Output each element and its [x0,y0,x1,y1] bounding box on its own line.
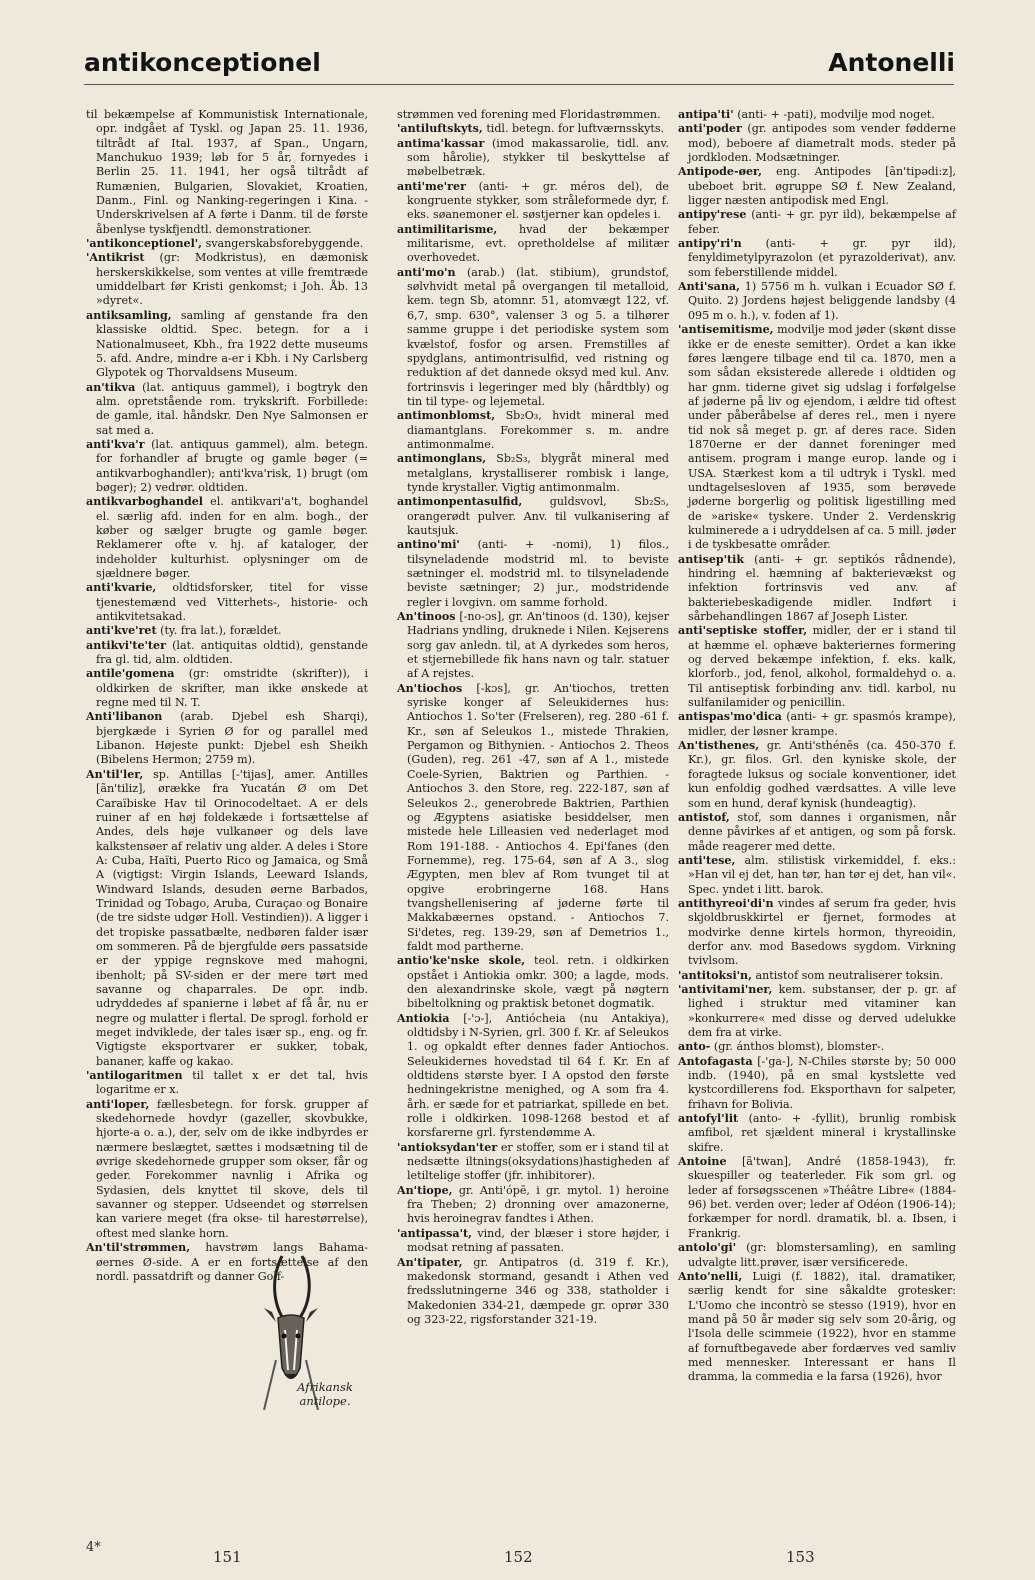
entry-text: fællesbetegn. for forsk. grupper af skedehornede hovdyr (gazeller, skovbukke, hjorte-a o. a.), der, selv om de ikke indbyrdes er nærmere beslægtet, sættes i modsætning til de øvrige skedehornede grupper som okser, får og geder. Forekommer navnlig i Afrika og Sydasien, dels knyttet til skove, dels til savanner og stepper. Udseendet og størrelsen kan variere meget (fra okse- til harestørrelse), oftest med slanke horn. [96,1097,368,1240]
headword: anti'poder [678,122,742,136]
entry-text: vindes af serum fra geder, hvis skjoldbruskkirtel er fjernet, formodes at modvirke denne kirtels hormon, thyreoidin, derfor anv. mod Basedows sygdom. Virkning tvivlsom. [688,896,956,968]
headword: An'til'ler, [86,767,144,781]
headword: antio'ke'nske skole, [397,954,526,968]
dictionary-entry [397,122,669,136]
entry-text: (lat. antiquus gammel), alm. betegn. for forhandler af brugte og gamle bøger (= antikvarboghandler); anti'kva'risk, 1) brugt (om bøger); 2) vedrør. oldtiden. [96,437,368,494]
dictionary-entry [397,1141,669,1184]
entry-text: modvilje mod jøder (skønt disse ikke er de eneste semitter). Ordet a kan ikke føres længere tilbage end til ca. 1870, men a som sådan eksisterede allerede i oldtiden og har gnm. tiderne givet sig udslag i forfølgelse af jøderne på liv og ejendom, i ældre tid oftest under påberåbelse af deres rel., men i nyere tid nok så meget p. gr. af deres race. Siden 1870erne er der dannet foreninger med antisem. program i mange europ. lande og i USA. Stærkest kom a til udtryk i Tyskl. med undtagelsesloven af 1935, som berøvede jøderne borgerlig og politisk ligestilling med de »ariske« tyskere. Under 2. Verdenskrig kulminerede a i udryddelsen af ca. 5 mill. jøder i de tyskbesatte områder. [688,323,956,552]
dictionary-entry [86,639,368,668]
running-head-left: antikonceptionel [84,48,321,77]
entry-text: [-'ɔ-], Antiócheia (nu Antakiya), oldtidsby i N-Syrien, grl. 300 f. Kr. af Seleukos 1. og opkaldt efter dennes fader Antiochos. Seleukidernes hovedstad til 64 f. Kr. En af oldtidens største byer. I A opstod den første hedningekristne menighed, og A som fra 4. årh. er sæde for et patriarkat, spillede en bet. rolle i oldkirken. 1098-1268 bestod et af korsfarerne grl. fyrstendømme A. [407,1011,669,1140]
dictionary-entry [86,710,368,767]
dictionary-entry [678,624,956,710]
entry-text: samling af genstande fra den klassiske oldtid. Spec. betegn. for a i Nationalmuseet, Kbh., fra 1922 dette museums 5. afd. Andre, mindre a-er i Kbh. i Ny Carlsberg Glypotek og Thorvaldsens Museum. [96,308,368,380]
dictionary-entry [678,208,956,237]
headword: anti'kvarie, [86,581,157,595]
headword: An'tiope, [397,1183,453,1197]
dictionary-entry [678,165,956,208]
dictionary-entry [86,768,368,1069]
entry-text: (lat. antiquitas oldtid), genstande fra gl. tid, alm. oldtiden. [96,638,368,667]
entry-text: (anti- + gr. méros del), de kongruente stykker, som stråleformede dyr, f. eks. søanemoner el. søstjerner kan opdeles i. [407,179,669,222]
dictionary-entry [397,954,669,1011]
entry-text: (anti- + -nomi), 1) filos., tilsyneladende modstrid ml. to beviste sætninger el. modstrid ml. to tilsyneladende beviste sætninger; 2) jur., modstridende regler i lovgivn. om samme forhold. [407,538,669,609]
dictionary-entry [678,1040,956,1054]
headword: 'antioksydan'ter [397,1140,498,1154]
headword: Anti'sana, [678,280,740,294]
headword: anti'mo'n [397,265,456,279]
page-number-151: 151 [213,1548,242,1566]
entry-text: guldsvovl, Sb₂S₅, orangerødt pulver. Anv. til vulkanisering af kautsjuk. [407,495,669,537]
dictionary-entry [678,710,956,739]
headword: antikvi'te'ter [86,638,166,652]
dictionary-entry [86,251,368,308]
dictionary-entry [397,223,669,266]
entry-text: el. antikvari'a't, boghandel el. særlig afd. inden for en alm. bogh., der køber og sælger brugte og gamle bøger. Reklamerer ofte v. hj. af kataloger, der indeholder kulturhist. oplysninger om de sjældnere bøger. [96,495,368,580]
headword: 'Antikrist [86,251,145,265]
entry-text: eng. Antipodes [ãn'tipədi:z], ubeboet brit. øgruppe SØ f. New Zealand, ligger næsten antipodisk med Engl. [688,165,956,208]
headword: Antoine [678,1155,727,1169]
page-number-152: 152 [504,1548,533,1566]
headword: antipa'ti' [678,108,734,121]
headword: 'antivitami'ner, [678,982,773,996]
headword: An'til'strømmen, [86,1241,191,1255]
entry-text: kem. substanser, der p. gr. af lighed i struktur med vitaminer kan »konkurrere« med disse og derved udelukke dem fra at virke. [688,982,956,1039]
signature-mark: 4* [86,1540,101,1555]
entry-text: (anti- + -pati), modvilje mod noget. [737,108,935,121]
headword: antimonglans, [397,452,487,466]
entry-text: sp. Antillas [-'tijas], amer. Antilles [ãn'tiliz], ørække fra Yucatán Ø om Det Caraïbiske Hav til Orinocodeltaet. A er dels ruiner af en høj foldekæde i fortsættelse af Andes, dels høje vulkanøer og dels lave kalkstensøer af relativ ung alder. A deles i Store A: Cuba, Haïti, Puerto Rico og Jamaica, og Små A (vigtigst: Virgin Islands, Leeward Islands, Windward Islands, desuden øerne Barbados, Trinidad og Tobago, Aruba, Curaçao og Bonaire (de tre sidste udgør Holl. Vestindien)). A ligger i det tropiske passatbælte, nedbøren falder især om sommeren. På de bjergfulde øers passatside er der yppige regnskove med mahogni, ibenholt; på SV-siden er der mere tørt med savanne og chaparrales. De opr. indb. udryddedes af spanierne i løbet af få år, nu er negre og mulatter i flertal. De sprogl. forhold er meget indviklede, der tales især sp., eng. og fr. Vigtigste eksportvarer er sukker, tobak, bananer, kaffe og kakao. [96,767,368,1068]
header-rule [84,84,954,85]
dictionary-entry [86,581,368,624]
dictionary-entry [86,667,368,710]
dictionary-entry [678,1270,956,1385]
entry-text: gr. Anti'sthénēs (ca. 450-370 f. Kr.), gr. filos. Grl. den kyniske skole, der foragtede luksus og sociale konventioner, idet kun enfoldig godhed værdsattes. A ville leve som en hund, deraf kynisk (hundeagtig). [688,739,956,810]
dictionary-entry [86,237,368,251]
entry-text: (ty. fra lat.), forældet. [160,624,282,638]
entry-text: (anti- + gr. spasmós krampe), midler, der løsner krampe. [688,710,956,738]
entry-text: [-no-ɔs], gr. An'tinoos (d. 130), kejser Hadrians yndling, druknede i Nilen. Kejserens sorg gav anledn. til, at A dyrkedes som heros, et stjernebillede fik hans navn og talr. statuer af A rejstes. [407,610,669,681]
headword: anto- [678,1040,711,1054]
column-3 [678,108,956,1385]
dictionary-entry [678,854,956,897]
headword: 'antiluftskyts, [397,122,483,136]
dictionary-entry [678,1055,956,1112]
dictionary-entry [397,610,669,682]
dictionary-entry [397,1184,669,1227]
column-2 [397,108,669,1327]
entry-text: teol. retn. i oldkirken opstået i Antiokia omkr. 300; a lagde, mods. den alexandrinske skole, vægt på nøgtern bibeltolkning og praktisk betonet dogmatik. [407,954,669,1011]
dictionary-entry [397,1256,669,1328]
dictionary-entry [397,1012,669,1141]
dictionary-entry [86,495,368,581]
entry-text: Sb₂O₃, hvidt mineral med diamantglans. Forekommer s. m. andre antimonmalme. [407,409,669,451]
dictionary-entry [678,237,956,280]
dictionary-entry [678,1241,956,1270]
entry-text: gr. Anti'ópē, i gr. mytol. 1) heroine fra Theben; 2) dronning over amazonerne, hvis heroinegrav fandtes i Athen. [407,1183,669,1226]
dictionary-entry [397,452,669,495]
dictionary-entry [678,969,956,983]
headword: antispas'mo'dica [678,710,782,724]
entry-text: tidl. betegn. for luftværnsskyts. [486,122,665,136]
dictionary-entry [397,538,669,610]
dictionary-entry [678,983,956,1040]
headword: anti'loper, [86,1097,150,1111]
entry-text: til bekæmpelse af Kommunistisk Internationale, opr. indgået af Tyskl. og Japan 25. 11. 1936, tiltrådt af Ital. 1937, af Span., Ungarn, Manchukuo 1939; løb for 5 år, fornyedes i Berlin 25. 11. 1941, her også tiltrådt af Rumænien, Bulgarien, Slovakiet, Kroatien, Danm., Finl. og Nanking-regeringen i Kina. - Underskrivelsen af A førte i Danm. til de første åbenlyse tyskfjendtl. demonstrationer. [86,108,368,236]
dictionary-entry [678,323,956,553]
dictionary-entry [397,137,669,180]
headword: An'tipater, [397,1255,463,1269]
headword: antisep'tik [678,552,745,566]
column-1 [86,108,368,1284]
headword: anti'kva'r [86,437,145,451]
headword: antile'gomena [86,667,175,681]
entry-text: (arab.) (lat. stibium), grundstof, sølvhvidt metal på overgangen til metalloid, kem. tegn Sb, atomnr. 51, atomvægt 122, vf. 6,7, smp. 630°, valenser 3 og 5. a tilhører samme gruppe i det periodiske system som kvælstof, fosfor og arsen. Fremstilles af spydglans, antimontrisulfid, ved ristning og reduktion af det dannede oksyd med kul. Anv. fortrinsvis i legeringer med bly (hårdtbly) og tin til type- og lejemetal. [407,265,669,408]
headword: 'antilogaritmen [86,1069,183,1083]
dictionary-entry [678,739,956,811]
dictionary-entry [86,309,368,381]
dictionary-entry [678,811,956,854]
headword: Antiokia [397,1011,450,1025]
headword: antikvarboghandel [86,495,204,509]
dictionary-entry [678,122,956,165]
entry-text: vind, der blæser i store højder, i modsat retning af passaten. [407,1226,669,1255]
headword: anti'kve'ret [86,624,157,638]
headword: Anto'nelli, [678,1269,743,1283]
dictionary-entry [397,266,669,409]
headword: 'antipassa't, [397,1226,472,1240]
entry-text: (imod makassarolie, tidl. anv. som hårolie), stykker til beskyttelse af møbelbetræk. [407,136,669,179]
headword: antiksamling, [86,308,172,322]
entry-text: (gr. antipodes som vender fødderne mod), beboere af diametralt mods. steder på jordkloden. Modsætninger. [688,122,956,165]
dictionary-entry [678,280,956,323]
headword: antima'kassar [397,136,485,150]
headword: anti'me'rer [397,179,466,193]
running-head-right: Antonelli [828,48,955,77]
entry-text: [-kɔs], gr. An'tiochos, tretten syriske konger af Seleukidernes hus: Antiochos 1. So'ter (Frelseren), reg. 280 -61 f. Kr., søn af Seleukos 1., mistede Thrakien, Pergamon og Bithynien. - Antiochos 2. Theos (Guden), reg. 261 -47, søn af A 1., mistede Coele-Syrien, Baktrien og Parthien. - Antiochos 3. den Store, reg. 222-187, søn af Seleukos 2., generobrede Baktrien, Parthien og Ægyptens asiatiske besiddelser, men mistede hele Lilleasien ved nederlaget mod Rom 191-188. - Antiochos 4. Epi'fanes (den Fornemme), reg. 175-64, søn af A 3., slog Ægypten, men blev af Rom tvunget til at opgive erobringerne 168. Hans tvangshellenisering af jøderne førte til Makkabæernes opstand. - Antiochos 7. Si'detes, reg. 139-29, søn af Demetrios 1., faldt mod partherne. [407,681,670,953]
headword: anti'septiske stoffer, [678,624,808,638]
dictionary-entry [678,897,956,969]
dictionary-entry [86,1069,368,1098]
headword: Antipode-øer, [678,165,762,179]
dictionary-entry [86,624,368,638]
headword: an'tikva [86,380,136,394]
dictionary-entry [397,180,669,223]
entry-text: til tallet x er det tal, hvis logaritme er x. [96,1069,368,1097]
entry-text: (anto- + -fyllit), brunlig rombisk amfibol, ret sjældent mineral i krystallinske skifre. [688,1112,956,1154]
dictionary-entry [678,553,956,625]
headword: antithyreoi'di'n [678,896,774,910]
dictionary-entry [86,381,368,438]
entry-text: svangerskabsforebyggende. [205,237,364,251]
headword: antimilitarisme, [397,222,498,236]
dictionary-entry [678,1112,956,1155]
entry-text: (gr: blomstersamling), en samling udvalgte litt.prøver, især versificerede. [688,1241,956,1269]
dictionary-entry [397,1227,669,1256]
headword: antipy'rese [678,208,747,222]
headword: antipy'ri'n [678,237,742,251]
entry-text: (anti- + gr. septikós rådnende), hindring el. hæmning af bakterievækst og infektion fortrinsvis ved anv. af bakteriebeskadigende midler. Indført i sårbehandlingen 1867 af Joseph Lister. [688,552,956,624]
dictionary-entry [397,682,669,955]
dictionary-entry [86,1098,368,1241]
entry-text: er stoffer, som er i stand til at nedsætte iltnings(oksydations)hastigheden af letiltelige stoffer (jfr. inhibitorer). [407,1140,669,1183]
dictionary-entry [397,108,669,122]
dictionary-entry [678,108,956,122]
dictionary-entry [86,108,368,237]
headword: antimonpentasulfid, [397,495,523,509]
dictionary-entry [397,495,669,538]
headword: anti'tese, [678,853,736,867]
entry-text: [ã'twan], André (1858-1943), fr. skuespiller og teaterleder. Fik som grl. og leder af forsøgsscenen »Théâtre Libre« (1884-96) bet. verden over; leder af Odéon (1906-14); forkæmper for nordl. dramatik, bl. a. Ibsen, i Frankrig. [688,1155,956,1240]
headword: antofyl'lit [678,1112,739,1126]
headword: 'antisemitisme, [678,323,774,337]
entry-text: Luigi (f. 1882), ital. dramatiker, særlig kendt for sine såkaldte grotesker: L'Uomo che incontrò se stesso (1919), hvor en mand på 50 år møder sig selv som 20-årig, og l'Isola delle scimmeie (1922), hvor en stamme af fornuftbegavede aber fordærves ved samliv med mennesker. Interessant er hans Il dramma, la commedia e la farsa (1926), hvor [688,1269,957,1384]
entry-text: (arab. Djebel esh Sharqi), bjergkæde i Syrien Ø for og parallel med Libanon. Højeste punkt: Djebel esh Sheikh (Bibelens Hermon; 2759 m). [96,710,368,767]
entry-text: (anti- + gr. pyr ild), fenyldimetylpyrazolon (et pyrazolderivat), anv. som feberstillende middel. [688,237,956,279]
entry-text: alm. stilistisk virkemiddel, f. eks.: »Han vil ej det, han tør, han tør ej det, han vil«. Spec. yndet i litt. barok. [688,853,956,896]
entry-text: (gr: omstridte (skrifter)), i oldkirken de skrifter, man ikke ønskede at regne med til N. T. [96,667,368,710]
entry-text: Sb₂S₃, blygråt mineral med metalglans, krystalliserer rombisk i lange, tynde krystaller. Vigtig antimonmalm. [407,452,669,494]
entry-text: midler, der er i stand til at hæmme el. ophæve bakteriernes formering og derved bekæmpe infektion, f. eks. kalk, klorforb., jod, fenol, alkohol, formaldehyd o. a. Til antiseptisk forbinding anv. tidl. karbol, nu sulfanilamider og penicillin. [688,624,956,710]
headword: Antofagasta [678,1054,753,1068]
headword: An'tisthenes, [678,739,760,753]
entry-text: havstrøm langs Bahama-øernes Ø-side. A er en fortsættelse af den nordl. passatdrift og danner Golf- [96,1241,368,1283]
entry-text: (gr: Modkristus), en dæmonisk herskerskikkelse, som ventes at ville fremtræde umiddelbart før Kristi genkomst; i Joh. Åb. 13 »dyret«. [96,251,369,308]
dictionary-entry [678,1155,956,1241]
entry-text: [-'ga-], N-Chiles største by; 50 000 indb. (1940), på en smal kystslette ved kystcordillerens fod. Eksporthavn for salpeter, frihavn for Bolivia. [688,1054,956,1111]
entry-text: (lat. antiquus gammel), i bogtryk den alm. opretstående rom. trykskrift. Forbillede: de gamle, ital. håndskr. Den Nye Salmonsen er sat med a. [96,380,369,437]
headword: Anti'libanon [86,710,163,724]
entry-text: antistof som neutraliserer toksin. [755,968,944,982]
page-number-153: 153 [786,1548,815,1566]
headword: antolo'gi' [678,1241,737,1255]
entry-text: strømmen ved forening med Floridastrømmen. [397,108,661,121]
entry-text: (anti- + gr. pyr ild), bekæmpelse af feber. [688,208,957,236]
headword: antistof, [678,810,730,824]
dictionary-entry [86,438,368,495]
entry-text: (gr. ánthos blomst), blomster-. [713,1040,885,1054]
headword: 'antikonceptionel', [86,237,203,251]
headword: An'tinoos [397,610,456,624]
headword: antimonblomst, [397,409,496,423]
entry-text: stof, som dannes i organismen, når denne påvirkes af et antigen, og som på forsk. måde reagerer med dette. [688,810,956,853]
dictionary-entry [397,409,669,452]
entry-text: oldtidsforsker, titel for visse tjenestemænd ved Vitterhets-, historie- och antikvitetsakad. [96,581,368,624]
headword: An'tiochos [397,681,463,695]
entry-text: 1) 5756 m h. vulkan i Ecuador SØ f. Quito. 2) Jordens højest beliggende landsby (4 095 m o. h.), v. foden af 1). [688,280,956,322]
headword: antino'mi' [397,538,460,552]
entry-text: gr. Antipatros (d. 319 f. Kr.), makedonsk stormand, gesandt i Athen ved fredsslutningerne 346 og 338, statholder i Makedonien 334-21, dæmpede gr. oprør 330 og 323-22, rigsforstander 321-19. [407,1255,669,1326]
entry-text: hvad der bekæmper militarisme, evt. opretholdelse af militær overhovedet. [407,222,669,265]
headword: 'antitoksi'n, [678,968,752,982]
figure-caption: Afrikansk antilope. [297,1380,353,1408]
